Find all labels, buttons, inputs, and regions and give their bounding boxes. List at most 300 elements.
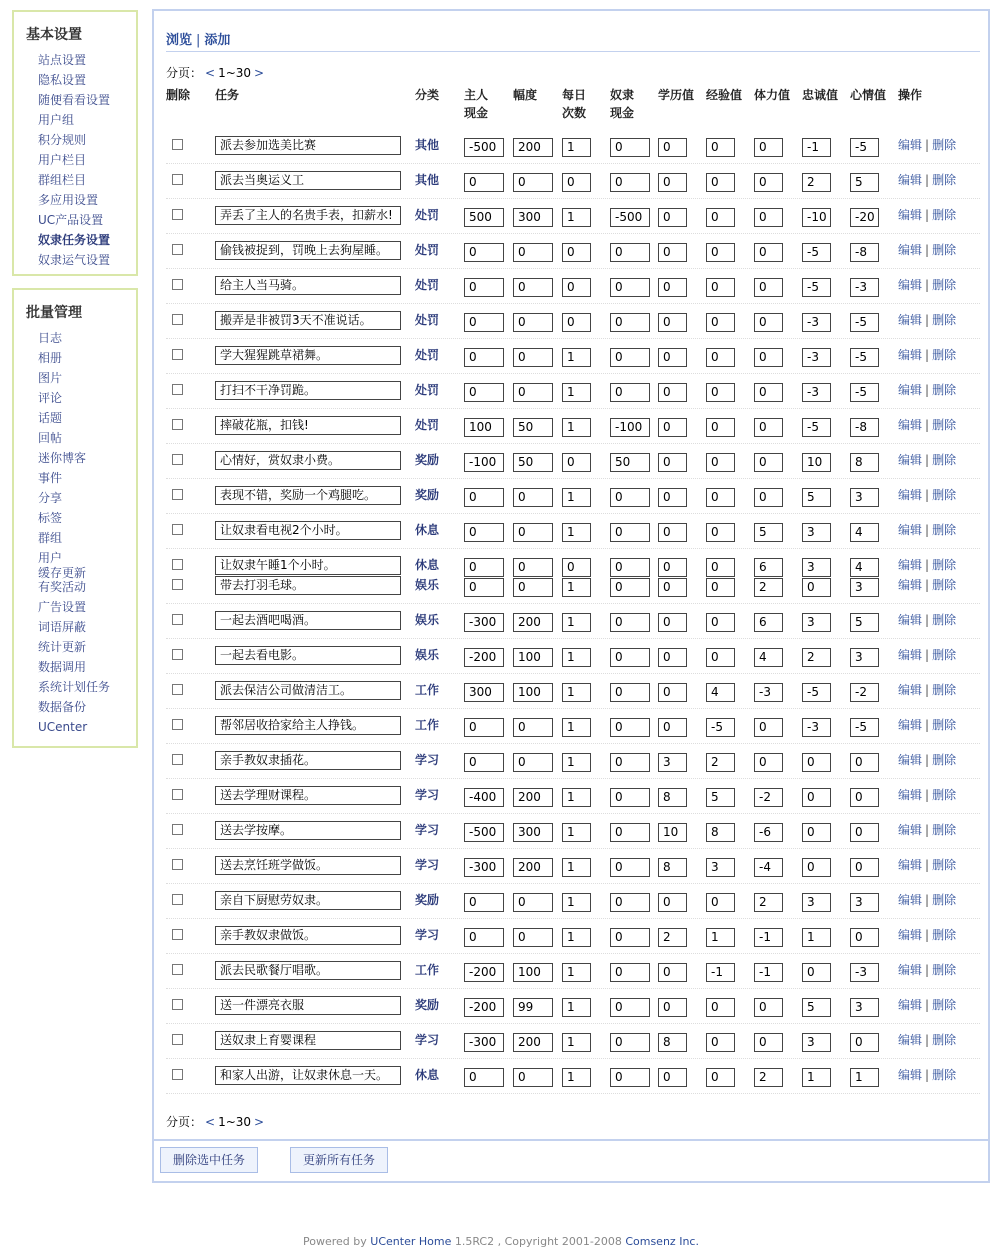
value-input[interactable]: 0 bbox=[610, 753, 650, 772]
value-input[interactable]: 1 bbox=[562, 858, 591, 877]
value-input[interactable]: 4 bbox=[850, 558, 879, 577]
value-input[interactable]: -2 bbox=[754, 788, 783, 807]
value-input[interactable]: -3 bbox=[802, 313, 831, 332]
value-input[interactable]: 1 bbox=[802, 928, 831, 947]
value-input[interactable]: 200 bbox=[513, 138, 553, 157]
value-input[interactable]: 8 bbox=[658, 858, 687, 877]
value-input[interactable]: 0 bbox=[658, 578, 687, 597]
value-input[interactable]: 8 bbox=[658, 788, 687, 807]
tab-browse[interactable]: 浏览 bbox=[166, 33, 193, 48]
value-input[interactable]: 0 bbox=[706, 348, 735, 367]
value-input[interactable]: -5 bbox=[850, 138, 879, 157]
edit-link[interactable]: 编辑 bbox=[898, 998, 923, 1012]
value-input[interactable]: 0 bbox=[562, 558, 591, 577]
value-input[interactable]: 1 bbox=[562, 683, 591, 702]
value-input[interactable]: 1 bbox=[802, 1068, 831, 1087]
value-input[interactable]: 0 bbox=[802, 963, 831, 982]
value-input[interactable]: 0 bbox=[754, 1033, 783, 1052]
sidebar-item[interactable]: 积分规则 bbox=[38, 133, 87, 147]
value-input[interactable]: 0 bbox=[610, 278, 650, 297]
update-all-button[interactable]: 更新所有任务 bbox=[290, 1147, 388, 1173]
value-input[interactable]: 200 bbox=[513, 858, 553, 877]
value-input[interactable]: 0 bbox=[658, 1068, 687, 1087]
value-input[interactable]: 3 bbox=[850, 488, 879, 507]
edit-link[interactable]: 编辑 bbox=[898, 313, 923, 327]
task-name-input[interactable]: 送奴隶上育婴课程 bbox=[215, 1031, 401, 1050]
value-input[interactable]: 0 bbox=[802, 788, 831, 807]
row-delete-checkbox[interactable] bbox=[172, 209, 183, 220]
value-input[interactable]: 0 bbox=[658, 313, 687, 332]
sidebar-item[interactable]: 话题 bbox=[38, 411, 63, 425]
value-input[interactable]: 0 bbox=[850, 753, 879, 772]
value-input[interactable]: -100 bbox=[610, 418, 650, 437]
sidebar-item[interactable]: 隐私设置 bbox=[38, 73, 87, 87]
value-input[interactable]: 0 bbox=[610, 858, 650, 877]
value-input[interactable]: 0 bbox=[513, 313, 553, 332]
delete-link[interactable]: 删除 bbox=[932, 858, 957, 872]
pager-next-link[interactable]: > bbox=[254, 66, 265, 80]
sidebar-item[interactable]: 系统计划任务 bbox=[38, 680, 111, 694]
value-input[interactable]: -8 bbox=[850, 418, 879, 437]
delete-link[interactable]: 删除 bbox=[932, 648, 957, 662]
row-delete-checkbox[interactable] bbox=[172, 1069, 183, 1080]
value-input[interactable]: 0 bbox=[562, 243, 591, 262]
value-input[interactable]: 0 bbox=[658, 418, 687, 437]
edit-link[interactable]: 编辑 bbox=[898, 243, 923, 257]
value-input[interactable]: 0 bbox=[464, 173, 504, 192]
value-input[interactable]: 0 bbox=[658, 523, 687, 542]
value-input[interactable]: 1 bbox=[562, 1068, 591, 1087]
value-input[interactable]: -5 bbox=[802, 683, 831, 702]
value-input[interactable]: 0 bbox=[706, 893, 735, 912]
value-input[interactable]: 0 bbox=[706, 488, 735, 507]
value-input[interactable]: 0 bbox=[464, 928, 504, 947]
value-input[interactable]: 0 bbox=[658, 173, 687, 192]
value-input[interactable]: 0 bbox=[513, 523, 553, 542]
value-input[interactable]: 0 bbox=[610, 928, 650, 947]
value-input[interactable]: 100 bbox=[513, 963, 553, 982]
value-input[interactable]: 0 bbox=[562, 173, 591, 192]
value-input[interactable]: 4 bbox=[850, 523, 879, 542]
delete-link[interactable]: 删除 bbox=[932, 928, 957, 942]
value-input[interactable]: 0 bbox=[706, 243, 735, 262]
sidebar-item[interactable]: 回帖 bbox=[38, 431, 63, 445]
value-input[interactable]: 0 bbox=[513, 278, 553, 297]
value-input[interactable]: 2 bbox=[706, 753, 735, 772]
task-name-input[interactable]: 亲手教奴隶做饭。 bbox=[215, 926, 401, 945]
row-delete-checkbox[interactable] bbox=[172, 789, 183, 800]
edit-link[interactable]: 编辑 bbox=[898, 558, 923, 572]
value-input[interactable]: -5 bbox=[850, 348, 879, 367]
value-input[interactable]: 0 bbox=[706, 648, 735, 667]
value-input[interactable]: 0 bbox=[513, 753, 553, 772]
company-link[interactable]: Comsenz Inc. bbox=[625, 1235, 699, 1248]
edit-link[interactable]: 编辑 bbox=[898, 348, 923, 362]
delete-link[interactable]: 删除 bbox=[932, 718, 957, 732]
value-input[interactable]: 1 bbox=[850, 1068, 879, 1087]
value-input[interactable]: 500 bbox=[464, 208, 504, 227]
value-input[interactable]: -5 bbox=[850, 718, 879, 737]
value-input[interactable]: 3 bbox=[802, 523, 831, 542]
value-input[interactable]: 0 bbox=[464, 488, 504, 507]
value-input[interactable]: 0 bbox=[464, 348, 504, 367]
value-input[interactable]: -300 bbox=[464, 858, 504, 877]
value-input[interactable]: 0 bbox=[706, 578, 735, 597]
row-delete-checkbox[interactable] bbox=[172, 929, 183, 940]
tab-add[interactable]: 添加 bbox=[204, 33, 231, 48]
value-input[interactable]: 5 bbox=[706, 788, 735, 807]
task-name-input[interactable]: 派去民歌餐厅唱歌。 bbox=[215, 961, 401, 980]
value-input[interactable]: 3 bbox=[850, 893, 879, 912]
sidebar-item[interactable]: 有奖活动 bbox=[38, 580, 87, 594]
value-input[interactable]: 1 bbox=[562, 523, 591, 542]
value-input[interactable]: 0 bbox=[610, 383, 650, 402]
value-input[interactable]: 0 bbox=[513, 718, 553, 737]
value-input[interactable]: -1 bbox=[802, 138, 831, 157]
task-name-input[interactable]: 派去参加选美比赛 bbox=[215, 136, 401, 155]
delete-link[interactable]: 删除 bbox=[932, 243, 957, 257]
value-input[interactable]: 0 bbox=[754, 998, 783, 1017]
value-input[interactable]: -500 bbox=[464, 138, 504, 157]
value-input[interactable]: 3 bbox=[850, 998, 879, 1017]
value-input[interactable]: 0 bbox=[610, 138, 650, 157]
value-input[interactable]: -4 bbox=[754, 858, 783, 877]
value-input[interactable]: 200 bbox=[513, 613, 553, 632]
value-input[interactable]: 1 bbox=[562, 383, 591, 402]
value-input[interactable]: 1 bbox=[562, 963, 591, 982]
value-input[interactable]: -2 bbox=[850, 683, 879, 702]
sidebar-item[interactable]: 数据备份 bbox=[38, 700, 87, 714]
edit-link[interactable]: 编辑 bbox=[898, 418, 923, 432]
sidebar-item[interactable]: 奴隶任务设置 bbox=[38, 233, 111, 247]
value-input[interactable]: 4 bbox=[754, 648, 783, 667]
value-input[interactable]: -5 bbox=[802, 243, 831, 262]
delete-link[interactable]: 删除 bbox=[932, 753, 957, 767]
value-input[interactable]: 0 bbox=[610, 613, 650, 632]
value-input[interactable]: 2 bbox=[754, 893, 783, 912]
edit-link[interactable]: 编辑 bbox=[898, 488, 923, 502]
task-name-input[interactable]: 送一件漂亮衣服 bbox=[215, 996, 401, 1015]
sidebar-item[interactable]: 事件 bbox=[38, 471, 63, 485]
value-input[interactable]: 0 bbox=[706, 523, 735, 542]
value-input[interactable]: 1 bbox=[562, 998, 591, 1017]
value-input[interactable]: 0 bbox=[658, 963, 687, 982]
value-input[interactable]: -5 bbox=[706, 718, 735, 737]
row-delete-checkbox[interactable] bbox=[172, 314, 183, 325]
value-input[interactable]: 0 bbox=[610, 243, 650, 262]
value-input[interactable]: 0 bbox=[658, 613, 687, 632]
task-name-input[interactable]: 派去保洁公司做清洁工。 bbox=[215, 681, 401, 700]
value-input[interactable]: 0 bbox=[464, 893, 504, 912]
row-delete-checkbox[interactable] bbox=[172, 524, 183, 535]
value-input[interactable]: 0 bbox=[513, 243, 553, 262]
value-input[interactable]: -200 bbox=[464, 648, 504, 667]
value-input[interactable]: 0 bbox=[754, 718, 783, 737]
sidebar-item[interactable]: 群组栏目 bbox=[38, 173, 87, 187]
value-input[interactable]: 0 bbox=[513, 893, 553, 912]
value-input[interactable]: 0 bbox=[610, 173, 650, 192]
delete-link[interactable]: 删除 bbox=[932, 278, 957, 292]
value-input[interactable]: 0 bbox=[464, 243, 504, 262]
value-input[interactable]: 0 bbox=[658, 683, 687, 702]
value-input[interactable]: 0 bbox=[610, 893, 650, 912]
value-input[interactable]: 0 bbox=[754, 488, 783, 507]
edit-link[interactable]: 编辑 bbox=[898, 823, 923, 837]
row-delete-checkbox[interactable] bbox=[172, 174, 183, 185]
value-input[interactable]: 1 bbox=[562, 788, 591, 807]
task-name-input[interactable]: 亲自下厨慰劳奴隶。 bbox=[215, 891, 401, 910]
edit-link[interactable]: 编辑 bbox=[898, 893, 923, 907]
value-input[interactable]: 0 bbox=[850, 788, 879, 807]
value-input[interactable]: 1 bbox=[562, 348, 591, 367]
task-name-input[interactable]: 和家人出游，让奴隶休息一天。 bbox=[215, 1066, 401, 1085]
sidebar-item[interactable]: 分享 bbox=[38, 491, 63, 505]
value-input[interactable]: 0 bbox=[706, 1033, 735, 1052]
value-input[interactable]: 0 bbox=[850, 858, 879, 877]
row-delete-checkbox[interactable] bbox=[172, 244, 183, 255]
value-input[interactable]: 0 bbox=[754, 208, 783, 227]
value-input[interactable]: -3 bbox=[850, 278, 879, 297]
row-delete-checkbox[interactable] bbox=[172, 754, 183, 765]
row-delete-checkbox[interactable] bbox=[172, 684, 183, 695]
edit-link[interactable]: 编辑 bbox=[898, 523, 923, 537]
value-input[interactable]: 0 bbox=[706, 173, 735, 192]
sidebar-item[interactable]: 奴隶运气设置 bbox=[38, 253, 111, 267]
value-input[interactable]: -5 bbox=[802, 418, 831, 437]
sidebar-item[interactable]: 多应用设置 bbox=[38, 193, 99, 207]
value-input[interactable]: -1 bbox=[754, 963, 783, 982]
value-input[interactable]: 10 bbox=[658, 823, 687, 842]
value-input[interactable]: 0 bbox=[754, 243, 783, 262]
value-input[interactable]: -5 bbox=[850, 383, 879, 402]
edit-link[interactable]: 编辑 bbox=[898, 718, 923, 732]
value-input[interactable]: 1 bbox=[562, 613, 591, 632]
value-input[interactable]: 0 bbox=[610, 788, 650, 807]
value-input[interactable]: 3 bbox=[850, 578, 879, 597]
edit-link[interactable]: 编辑 bbox=[898, 648, 923, 662]
value-input[interactable]: 0 bbox=[658, 488, 687, 507]
value-input[interactable]: 2 bbox=[802, 173, 831, 192]
delete-link[interactable]: 删除 bbox=[932, 488, 957, 502]
sidebar-item[interactable]: 用户栏目 bbox=[38, 153, 87, 167]
edit-link[interactable]: 编辑 bbox=[898, 173, 923, 187]
task-name-input[interactable]: 送去烹饪班学做饭。 bbox=[215, 856, 401, 875]
value-input[interactable]: 0 bbox=[658, 208, 687, 227]
sidebar-item[interactable]: 统计更新 bbox=[38, 640, 87, 654]
row-delete-checkbox[interactable] bbox=[172, 349, 183, 360]
value-input[interactable]: 0 bbox=[802, 858, 831, 877]
value-input[interactable]: -300 bbox=[464, 1033, 504, 1052]
sidebar-item[interactable]: 词语屏蔽 bbox=[38, 620, 87, 634]
sidebar-item[interactable]: 随便看看设置 bbox=[38, 93, 111, 107]
value-input[interactable]: 1 bbox=[562, 578, 591, 597]
edit-link[interactable]: 编辑 bbox=[898, 453, 923, 467]
value-input[interactable]: -3 bbox=[850, 963, 879, 982]
value-input[interactable]: 0 bbox=[464, 313, 504, 332]
edit-link[interactable]: 编辑 bbox=[898, 578, 923, 592]
value-input[interactable]: 0 bbox=[658, 718, 687, 737]
value-input[interactable]: -3 bbox=[802, 383, 831, 402]
sidebar-item[interactable]: 图片 bbox=[38, 371, 63, 385]
value-input[interactable]: 0 bbox=[658, 893, 687, 912]
value-input[interactable]: 0 bbox=[850, 1033, 879, 1052]
value-input[interactable]: 5 bbox=[850, 613, 879, 632]
task-name-input[interactable]: 心情好，赏奴隶小费。 bbox=[215, 451, 401, 470]
value-input[interactable]: 0 bbox=[658, 558, 687, 577]
delete-link[interactable]: 删除 bbox=[932, 1033, 957, 1047]
value-input[interactable]: 0 bbox=[610, 998, 650, 1017]
value-input[interactable]: 3 bbox=[706, 858, 735, 877]
delete-link[interactable]: 删除 bbox=[932, 418, 957, 432]
value-input[interactable]: -10 bbox=[802, 208, 831, 227]
value-input[interactable]: 0 bbox=[706, 998, 735, 1017]
value-input[interactable]: 0 bbox=[754, 453, 783, 472]
sidebar-item[interactable]: 群组 bbox=[38, 531, 63, 545]
value-input[interactable]: 5 bbox=[754, 523, 783, 542]
value-input[interactable]: -8 bbox=[850, 243, 879, 262]
delete-link[interactable]: 删除 bbox=[932, 613, 957, 627]
task-name-input[interactable]: 偷钱被捉到，罚晚上去狗屋睡。 bbox=[215, 241, 401, 260]
value-input[interactable]: -1 bbox=[754, 928, 783, 947]
value-input[interactable]: 2 bbox=[754, 578, 783, 597]
edit-link[interactable]: 编辑 bbox=[898, 613, 923, 627]
row-delete-checkbox[interactable] bbox=[172, 1034, 183, 1045]
value-input[interactable]: 0 bbox=[706, 1068, 735, 1087]
product-link[interactable]: UCenter Home bbox=[370, 1235, 452, 1248]
delete-link[interactable]: 删除 bbox=[932, 348, 957, 362]
row-delete-checkbox[interactable] bbox=[172, 419, 183, 430]
value-input[interactable]: 0 bbox=[658, 998, 687, 1017]
value-input[interactable]: 5 bbox=[802, 488, 831, 507]
value-input[interactable]: 0 bbox=[658, 243, 687, 262]
value-input[interactable]: 8 bbox=[706, 823, 735, 842]
value-input[interactable]: 0 bbox=[610, 718, 650, 737]
value-input[interactable]: 1 bbox=[562, 208, 591, 227]
delete-link[interactable]: 删除 bbox=[932, 138, 957, 152]
delete-link[interactable]: 删除 bbox=[932, 683, 957, 697]
delete-link[interactable]: 删除 bbox=[932, 788, 957, 802]
sidebar-item[interactable]: 广告设置 bbox=[38, 600, 87, 614]
value-input[interactable]: 2 bbox=[658, 928, 687, 947]
value-input[interactable]: 0 bbox=[706, 613, 735, 632]
value-input[interactable]: 0 bbox=[610, 348, 650, 367]
value-input[interactable]: 3 bbox=[802, 558, 831, 577]
row-delete-checkbox[interactable] bbox=[172, 139, 183, 150]
row-delete-checkbox[interactable] bbox=[172, 489, 183, 500]
delete-link[interactable]: 删除 bbox=[932, 313, 957, 327]
value-input[interactable]: 1 bbox=[562, 753, 591, 772]
row-delete-checkbox[interactable] bbox=[172, 894, 183, 905]
row-delete-checkbox[interactable] bbox=[172, 614, 183, 625]
value-input[interactable]: 4 bbox=[706, 683, 735, 702]
value-input[interactable]: 6 bbox=[754, 558, 783, 577]
value-input[interactable]: 0 bbox=[706, 453, 735, 472]
row-delete-checkbox[interactable] bbox=[172, 454, 183, 465]
value-input[interactable]: 50 bbox=[610, 453, 650, 472]
value-input[interactable]: 50 bbox=[513, 418, 553, 437]
value-input[interactable]: 200 bbox=[513, 1033, 553, 1052]
value-input[interactable]: 0 bbox=[802, 753, 831, 772]
value-input[interactable]: 0 bbox=[464, 383, 504, 402]
value-input[interactable]: 1 bbox=[562, 1033, 591, 1052]
row-delete-checkbox[interactable] bbox=[172, 824, 183, 835]
delete-link[interactable]: 删除 bbox=[932, 523, 957, 537]
value-input[interactable]: 10 bbox=[802, 453, 831, 472]
value-input[interactable]: 0 bbox=[754, 138, 783, 157]
row-delete-checkbox[interactable] bbox=[172, 999, 183, 1010]
value-input[interactable]: -500 bbox=[610, 208, 650, 227]
sidebar-item[interactable]: 评论 bbox=[38, 391, 63, 405]
value-input[interactable]: -500 bbox=[464, 823, 504, 842]
value-input[interactable]: 0 bbox=[464, 753, 504, 772]
value-input[interactable]: 8 bbox=[850, 453, 879, 472]
value-input[interactable]: 0 bbox=[610, 648, 650, 667]
value-input[interactable]: -200 bbox=[464, 998, 504, 1017]
value-input[interactable]: 0 bbox=[513, 173, 553, 192]
edit-link[interactable]: 编辑 bbox=[898, 383, 923, 397]
value-input[interactable]: 3 bbox=[802, 1033, 831, 1052]
value-input[interactable]: 0 bbox=[610, 523, 650, 542]
value-input[interactable]: 0 bbox=[562, 453, 591, 472]
sidebar-item[interactable]: 迷你博客 bbox=[38, 451, 87, 465]
delete-link[interactable]: 删除 bbox=[932, 963, 957, 977]
sidebar-item[interactable]: 缓存更新 bbox=[38, 566, 87, 580]
value-input[interactable]: 0 bbox=[513, 348, 553, 367]
task-name-input[interactable]: 打扫不干净罚跪。 bbox=[215, 381, 401, 400]
sidebar-item[interactable]: 站点设置 bbox=[38, 53, 87, 67]
delete-link[interactable]: 删除 bbox=[932, 893, 957, 907]
value-input[interactable]: 0 bbox=[754, 173, 783, 192]
delete-link[interactable]: 删除 bbox=[932, 453, 957, 467]
task-name-input[interactable]: 表现不错，奖励一个鸡腿吃。 bbox=[215, 486, 401, 505]
delete-selected-button[interactable]: 删除选中任务 bbox=[160, 1147, 258, 1173]
sidebar-item[interactable]: 标签 bbox=[38, 511, 63, 525]
value-input[interactable]: 0 bbox=[513, 488, 553, 507]
value-input[interactable]: -3 bbox=[754, 683, 783, 702]
value-input[interactable]: 0 bbox=[513, 383, 553, 402]
value-input[interactable]: -5 bbox=[802, 278, 831, 297]
edit-link[interactable]: 编辑 bbox=[898, 1068, 923, 1082]
task-name-input[interactable]: 送去学按摩。 bbox=[215, 821, 401, 840]
value-input[interactable]: 0 bbox=[754, 348, 783, 367]
value-input[interactable]: 0 bbox=[754, 418, 783, 437]
edit-link[interactable]: 编辑 bbox=[898, 208, 923, 222]
value-input[interactable]: 1 bbox=[562, 418, 591, 437]
value-input[interactable]: 0 bbox=[658, 648, 687, 667]
value-input[interactable]: 1 bbox=[562, 718, 591, 737]
value-input[interactable]: 0 bbox=[658, 383, 687, 402]
task-name-input[interactable]: 学大猩猩跳草裙舞。 bbox=[215, 346, 401, 365]
edit-link[interactable]: 编辑 bbox=[898, 278, 923, 292]
value-input[interactable]: 300 bbox=[513, 823, 553, 842]
value-input[interactable]: 0 bbox=[610, 1068, 650, 1087]
task-name-input[interactable]: 带去打羽毛球。 bbox=[215, 576, 401, 595]
value-input[interactable]: -300 bbox=[464, 613, 504, 632]
value-input[interactable]: 100 bbox=[464, 418, 504, 437]
value-input[interactable]: 1 bbox=[562, 648, 591, 667]
edit-link[interactable]: 编辑 bbox=[898, 1033, 923, 1047]
value-input[interactable]: -100 bbox=[464, 453, 504, 472]
value-input[interactable]: 1 bbox=[706, 928, 735, 947]
value-input[interactable]: 0 bbox=[610, 683, 650, 702]
value-input[interactable]: 5 bbox=[802, 998, 831, 1017]
value-input[interactable]: -3 bbox=[802, 348, 831, 367]
value-input[interactable]: 0 bbox=[802, 578, 831, 597]
value-input[interactable]: 0 bbox=[513, 928, 553, 947]
value-input[interactable]: -6 bbox=[754, 823, 783, 842]
value-input[interactable]: 0 bbox=[658, 138, 687, 157]
value-input[interactable]: -5 bbox=[850, 313, 879, 332]
